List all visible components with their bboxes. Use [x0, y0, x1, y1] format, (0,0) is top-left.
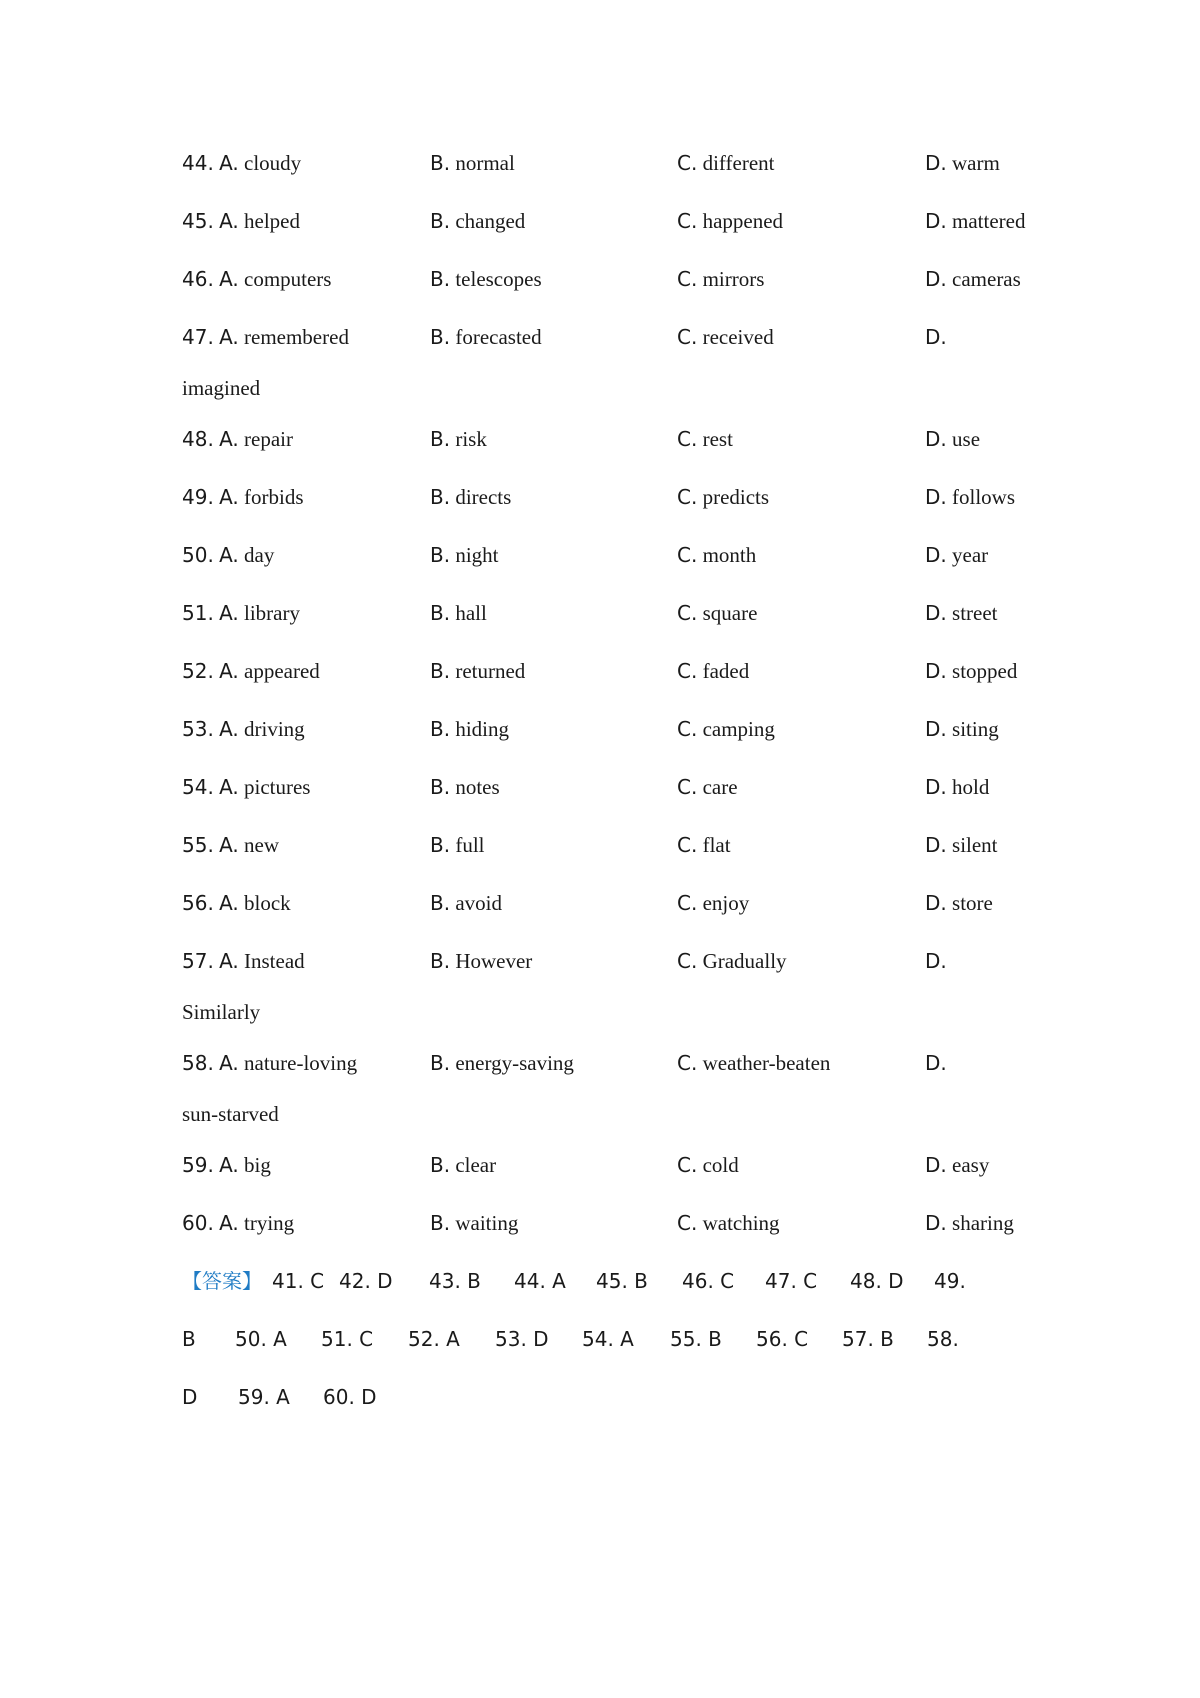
option-label: C.: [677, 267, 698, 291]
option-a: [182, 477, 304, 517]
question-row: [182, 535, 1042, 575]
option-text: energy-saving: [455, 1051, 574, 1075]
question-number: 48.: [182, 427, 214, 451]
option-label: A.: [219, 543, 239, 567]
option-label: B.: [430, 775, 451, 799]
option-text: easy: [952, 1153, 990, 1177]
option-text: cloudy: [244, 151, 302, 175]
option-text: predicts: [702, 485, 770, 509]
option-a: [182, 825, 279, 865]
option-label: C.: [677, 1051, 698, 1075]
question-number: 60.: [182, 1211, 214, 1235]
question-number: 56.: [182, 891, 214, 915]
option-text: street: [952, 601, 998, 625]
option-text: silent: [952, 833, 998, 857]
option-label: C.: [677, 659, 698, 683]
option-a: [182, 535, 274, 575]
question-number: 50.: [182, 543, 214, 567]
option-text: received: [702, 325, 774, 349]
answer-tag: 【答案】: [182, 1269, 262, 1293]
question-row: [182, 941, 1042, 981]
option-text: rest: [702, 427, 733, 451]
option-d-wrapped-text: sun-starved: [182, 1102, 279, 1126]
option-label: A.: [219, 485, 239, 509]
option-d: [925, 259, 1021, 299]
option-a: [182, 1203, 294, 1243]
option-c: [677, 419, 733, 459]
option-text: full: [455, 833, 485, 857]
option-text: watching: [702, 1211, 780, 1235]
option-label: C.: [677, 209, 698, 233]
question-number: 44.: [182, 151, 214, 175]
option-text: appeared: [244, 659, 320, 683]
option-c: [677, 651, 749, 691]
option-b: [430, 535, 499, 575]
question-number: 53.: [182, 717, 214, 741]
option-text: avoid: [455, 891, 502, 915]
option-text: enjoy: [702, 891, 750, 915]
option-c: [677, 1145, 739, 1185]
answer-item: 56. C: [756, 1327, 809, 1351]
option-label: C.: [677, 325, 698, 349]
answer-item: 55. B: [670, 1327, 722, 1351]
option-a: [182, 259, 331, 299]
option-text: big: [244, 1153, 271, 1177]
question-row: [182, 1203, 1042, 1243]
option-d: [925, 1043, 947, 1083]
option-text: new: [244, 833, 279, 857]
option-a: [182, 1043, 357, 1083]
option-b: [430, 477, 511, 517]
answer-item: B: [182, 1327, 196, 1351]
option-text: care: [702, 775, 738, 799]
option-label: A.: [219, 267, 239, 291]
option-label: D.: [925, 601, 947, 625]
question-row: [182, 317, 1042, 357]
option-text: repair: [244, 427, 293, 451]
option-label: A.: [219, 833, 239, 857]
option-label: A.: [219, 325, 239, 349]
question-number: 54.: [182, 775, 214, 799]
option-label: C.: [677, 543, 698, 567]
question-number: 45.: [182, 209, 214, 233]
option-d: [925, 1145, 989, 1185]
answer-item: 43. B: [429, 1269, 481, 1293]
question-row: [182, 1145, 1042, 1185]
option-c: [677, 201, 783, 241]
option-label: B.: [430, 267, 451, 291]
option-c: [677, 317, 774, 357]
option-text: directs: [455, 485, 512, 509]
option-label: A.: [219, 1211, 239, 1235]
option-label: B.: [430, 1051, 451, 1075]
option-label: D.: [925, 775, 947, 799]
option-text: year: [952, 543, 989, 567]
question-number: 55.: [182, 833, 214, 857]
question-row: [182, 201, 1042, 241]
option-text: square: [702, 601, 758, 625]
answer-item: 53. D: [495, 1327, 549, 1351]
option-label: B.: [430, 1153, 451, 1177]
option-label: D.: [925, 267, 947, 291]
option-c: [677, 883, 749, 923]
question-number: 57.: [182, 949, 214, 973]
question-number: 47.: [182, 325, 214, 349]
option-text: follows: [952, 485, 1016, 509]
option-label: D.: [925, 209, 947, 233]
option-c: [677, 593, 757, 633]
option-c: [677, 143, 775, 183]
option-label: D.: [925, 485, 947, 509]
answer-item: 51. C: [321, 1327, 374, 1351]
answer-item: 54. A: [582, 1327, 634, 1351]
option-b: [430, 1203, 518, 1243]
option-label: C.: [677, 1153, 698, 1177]
option-b: [430, 593, 487, 633]
option-text: hold: [952, 775, 990, 799]
answer-item: 45. B: [596, 1269, 648, 1293]
option-label: B.: [430, 543, 451, 567]
option-label: C.: [677, 151, 698, 175]
question-number: 52.: [182, 659, 214, 683]
option-text: normal: [455, 151, 515, 175]
question-row: [182, 1043, 1042, 1083]
option-a: [182, 317, 349, 357]
option-label: C.: [677, 891, 698, 915]
option-text: Instead: [244, 949, 305, 973]
answer-item: 57. B: [842, 1327, 894, 1351]
option-d: [925, 477, 1015, 517]
option-text: faded: [702, 659, 750, 683]
option-text: waiting: [455, 1211, 519, 1235]
option-c: [677, 259, 764, 299]
option-c: [677, 1203, 780, 1243]
option-text: sharing: [952, 1211, 1014, 1235]
option-d: [925, 201, 1025, 241]
option-label: C.: [677, 717, 698, 741]
option-text: driving: [244, 717, 305, 741]
option-c: [677, 767, 738, 807]
option-d-wrapped-text: imagined: [182, 376, 261, 400]
option-b: [430, 1043, 574, 1083]
option-label: D.: [925, 833, 947, 857]
option-label: D.: [925, 543, 947, 567]
question-number: 49.: [182, 485, 214, 509]
option-label: B.: [430, 209, 451, 233]
question-row: [182, 709, 1042, 749]
option-text: different: [702, 151, 775, 175]
answer-item: 50. A: [235, 1327, 287, 1351]
option-text: mattered: [952, 209, 1026, 233]
option-text: notes: [455, 775, 500, 799]
option-text: siting: [952, 717, 999, 741]
option-c: [677, 535, 756, 575]
option-text: month: [702, 543, 757, 567]
option-label: D.: [925, 1051, 947, 1075]
option-a: [182, 201, 300, 241]
answer-item: 60. D: [323, 1385, 377, 1409]
option-b: [430, 317, 542, 357]
option-text: pictures: [244, 775, 311, 799]
option-text: trying: [244, 1211, 295, 1235]
option-label: A.: [219, 151, 239, 175]
option-label: C.: [677, 949, 698, 973]
option-text: Gradually: [702, 949, 787, 973]
option-b: [430, 259, 542, 299]
option-label: D.: [925, 949, 947, 973]
option-b: [430, 883, 502, 923]
option-text: warm: [952, 151, 1000, 175]
option-text: risk: [455, 427, 487, 451]
option-text: store: [952, 891, 993, 915]
option-label: A.: [219, 1051, 239, 1075]
answer-item: 46. C: [682, 1269, 735, 1293]
option-text: returned: [455, 659, 526, 683]
option-d: [925, 651, 1017, 691]
option-label: D.: [925, 891, 947, 915]
option-a: [182, 651, 320, 691]
question-row: [182, 143, 1042, 183]
option-d: [925, 593, 998, 633]
option-b: [430, 201, 525, 241]
option-b: [430, 419, 487, 459]
option-a: [182, 593, 300, 633]
question-row: [182, 767, 1042, 807]
option-label: A.: [219, 775, 239, 799]
option-label: A.: [219, 659, 239, 683]
option-label: C.: [677, 427, 698, 451]
option-b: [430, 1145, 496, 1185]
option-text: forecasted: [455, 325, 542, 349]
option-label: C.: [677, 833, 698, 857]
answer-item: 41. C: [272, 1269, 325, 1293]
answer-item: 52. A: [408, 1327, 460, 1351]
option-a: [182, 419, 293, 459]
option-text: clear: [455, 1153, 497, 1177]
question-row: [182, 259, 1042, 299]
option-text: stopped: [952, 659, 1018, 683]
option-d: [925, 317, 947, 357]
answer-key-line: [182, 1377, 1042, 1417]
option-c: [677, 709, 775, 749]
option-c: [677, 941, 787, 981]
option-c: [677, 825, 731, 865]
option-a: [182, 767, 310, 807]
option-label: D.: [925, 1211, 947, 1235]
option-label: B.: [430, 427, 451, 451]
option-text: nature-loving: [244, 1051, 358, 1075]
answer-item: 59. A: [238, 1385, 290, 1409]
question-number: 58.: [182, 1051, 214, 1075]
answer-key-line: [182, 1319, 1042, 1359]
option-d: [925, 709, 999, 749]
option-label: B.: [430, 1211, 451, 1235]
answer-item: 48. D: [850, 1269, 904, 1293]
option-label: B.: [430, 325, 451, 349]
option-d: [925, 941, 947, 981]
question-row: [182, 883, 1042, 923]
option-text: day: [244, 543, 275, 567]
option-label: B.: [430, 717, 451, 741]
question-row: [182, 477, 1042, 517]
option-text: flat: [702, 833, 731, 857]
question-row: [182, 419, 1042, 459]
option-d: [925, 1203, 1014, 1243]
option-label: C.: [677, 485, 698, 509]
option-label: A.: [219, 891, 239, 915]
option-label: B.: [430, 601, 451, 625]
option-text: computers: [244, 267, 332, 291]
option-label: B.: [430, 151, 451, 175]
option-label: C.: [677, 601, 698, 625]
option-text: happened: [702, 209, 784, 233]
option-d: [925, 419, 980, 459]
option-b: [430, 941, 532, 981]
option-d-wrapped-text: Similarly: [182, 1000, 261, 1024]
option-label: D.: [925, 325, 947, 349]
option-text: telescopes: [455, 267, 542, 291]
option-text: camping: [702, 717, 775, 741]
option-text: use: [952, 427, 981, 451]
option-label: D.: [925, 1153, 947, 1177]
option-d: [925, 143, 1000, 183]
option-text: helped: [244, 209, 300, 233]
option-b: [430, 651, 525, 691]
option-text: mirrors: [702, 267, 765, 291]
option-text: changed: [455, 209, 526, 233]
option-c: [677, 477, 769, 517]
option-a: [182, 941, 305, 981]
option-label: D.: [925, 151, 947, 175]
option-label: B.: [430, 833, 451, 857]
question-number: 59.: [182, 1153, 214, 1177]
option-label: A.: [219, 209, 239, 233]
option-d: [925, 883, 993, 923]
option-c: [677, 1043, 830, 1083]
question-row: [182, 651, 1042, 691]
option-d: [925, 535, 988, 575]
answer-item: D: [182, 1385, 198, 1409]
option-text: cold: [702, 1153, 739, 1177]
option-b: [430, 767, 500, 807]
answer-item: 47. C: [765, 1269, 818, 1293]
answer-item: 49.: [934, 1269, 966, 1293]
option-label: B.: [430, 891, 451, 915]
option-text: block: [244, 891, 291, 915]
option-label: C.: [677, 1211, 698, 1235]
option-label: B.: [430, 949, 451, 973]
question-row: [182, 825, 1042, 865]
option-label: A.: [219, 601, 239, 625]
option-label: A.: [219, 949, 239, 973]
option-text: However: [455, 949, 533, 973]
option-d: [925, 825, 998, 865]
option-label: B.: [430, 485, 451, 509]
option-label: A.: [219, 717, 239, 741]
answer-key-line: [182, 1261, 1042, 1301]
option-a: [182, 1145, 271, 1185]
option-text: weather-beaten: [702, 1051, 831, 1075]
option-label: D.: [925, 427, 947, 451]
option-label: D.: [925, 717, 947, 741]
option-text: hall: [455, 601, 487, 625]
option-label: A.: [219, 1153, 239, 1177]
option-label: D.: [925, 659, 947, 683]
answer-item: 44. A: [514, 1269, 566, 1293]
option-b: [430, 143, 515, 183]
option-text: cameras: [952, 267, 1021, 291]
answer-item: 42. D: [339, 1269, 393, 1293]
option-a: [182, 143, 301, 183]
option-a: [182, 883, 291, 923]
option-label: C.: [677, 775, 698, 799]
option-label: A.: [219, 427, 239, 451]
option-b: [430, 825, 485, 865]
option-a: [182, 709, 305, 749]
option-text: remembered: [244, 325, 349, 349]
option-d: [925, 767, 989, 807]
option-b: [430, 709, 509, 749]
answer-item: 58.: [927, 1327, 959, 1351]
question-row: [182, 593, 1042, 633]
option-text: forbids: [244, 485, 304, 509]
option-label: B.: [430, 659, 451, 683]
question-number: 51.: [182, 601, 214, 625]
option-text: night: [455, 543, 499, 567]
option-text: library: [244, 601, 300, 625]
option-text: hiding: [455, 717, 509, 741]
question-number: 46.: [182, 267, 214, 291]
